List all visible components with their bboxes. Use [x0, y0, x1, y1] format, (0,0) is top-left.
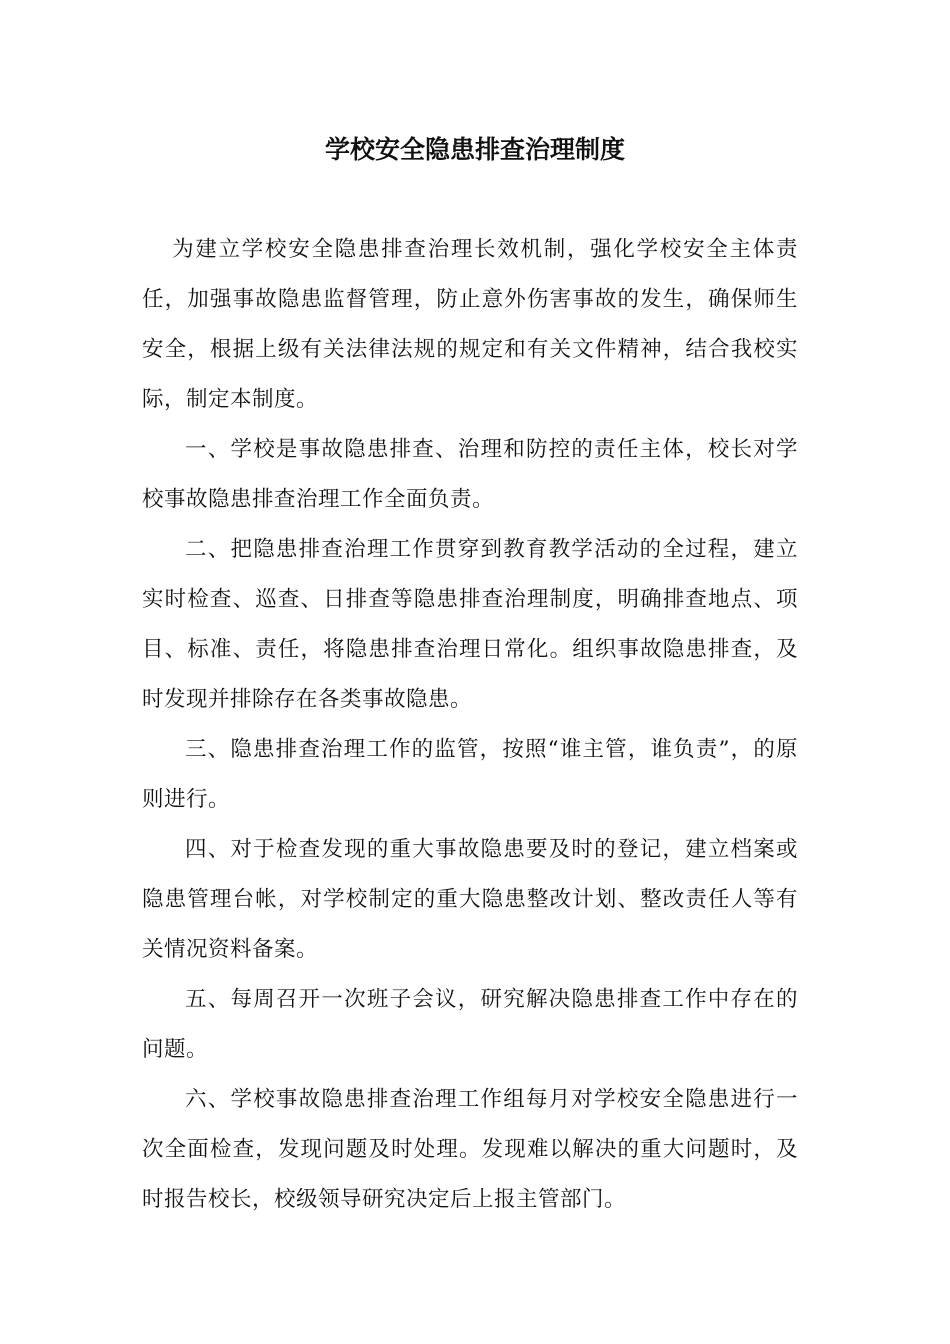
paragraph-item-6: 六、学校事故隐患排查治理工作组每月对学校安全隐患进行一次全面检查，发现问题及时处理。发现难以解决的重大问题时，及时报告校长，校级领导研究决定后上报主管部门。 [142, 1087, 798, 1212]
document-title: 学校安全隐患排查治理制度 [324, 135, 625, 164]
paragraph-intro: 为建立学校安全隐患排查治理长效机制，强化学校安全主体责任，加强事故隐患监督管理，防止意外伤害事故的发生，确保师生安全，根据上级有关法律法规的规定和有关文件精神，结合我校实际，制定本制度。 [142, 237, 798, 412]
paragraph-item-1: 一、学校是事故隐患排查、治理和防控的责任主体，校长对学校事故隐患排查治理工作全面负责。 [142, 437, 798, 512]
document-body [142, 225, 798, 1225]
paragraph-item-2: 二、把隐患排查治理工作贯穿到教育教学活动的全过程，建立实时检查、巡查、日排查等隐患排查治理制度，明确排查地点、项目、标准、责任，将隐患排查治理日常化。组织事故隐患排查，及时发现并排除存在各类事故隐患。 [142, 537, 798, 712]
paragraph-item-3: 三、隐患排查治理工作的监管，按照“谁主管，谁负责”，的原则进行。 [142, 737, 798, 812]
paragraph-item-5: 五、每周召开一次班子会议，研究解决隐患排查工作中存在的问题。 [142, 987, 798, 1062]
paragraph-item-4: 四、对于检查发现的重大事故隐患要及时的登记，建立档案或隐患管理台帐，对学校制定的重大隐患整改计划、整改责任人等有关情况资料备案。 [142, 837, 798, 962]
